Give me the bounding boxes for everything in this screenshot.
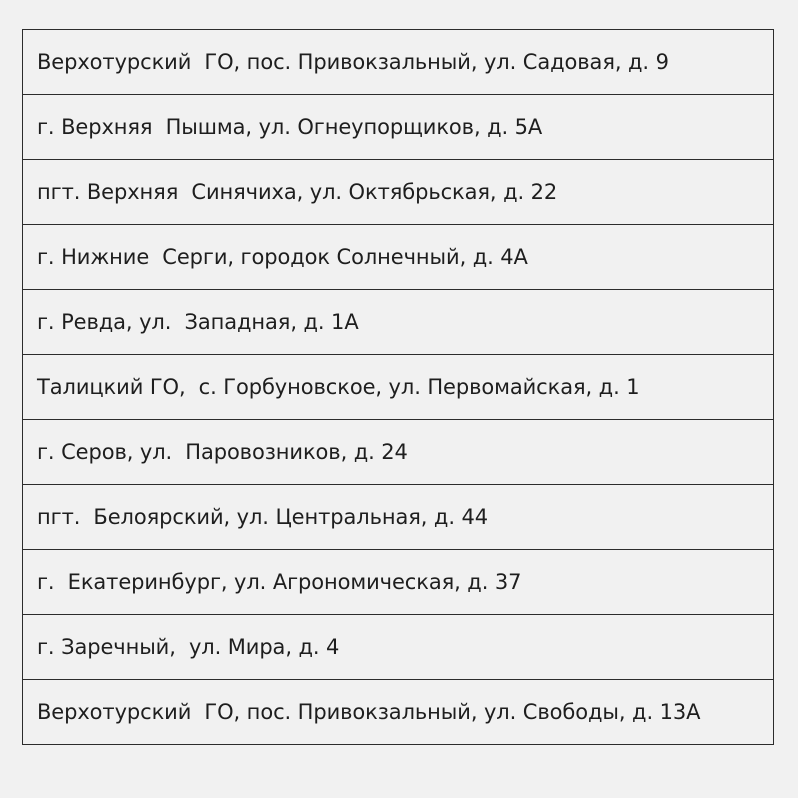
table-row (23, 160, 774, 225)
table-row (23, 550, 774, 615)
table-row (23, 95, 774, 160)
address-cell: г. Екатеринбург, ул. Агрономическая, д. 37 (23, 550, 774, 615)
table-row (23, 485, 774, 550)
table-row (23, 355, 774, 420)
address-cell: Верхотурский ГО, пос. Привокзальный, ул. Садовая, д. 9 (23, 30, 774, 95)
address-cell: Талицкий ГО, с. Горбуновское, ул. Первомайская, д. 1 (23, 355, 774, 420)
address-cell: Верхотурский ГО, пос. Привокзальный, ул. Свободы, д. 13А (23, 680, 774, 745)
address-cell: г. Ревда, ул. Западная, д. 1А (23, 290, 774, 355)
address-cell: г. Нижние Серги, городок Солнечный, д. 4А (23, 225, 774, 290)
table-row (23, 225, 774, 290)
table-row (23, 615, 774, 680)
address-cell: г. Серов, ул. Паровозников, д. 24 (23, 420, 774, 485)
address-cell: пгт. Белоярский, ул. Центральная, д. 44 (23, 485, 774, 550)
table-row (23, 420, 774, 485)
address-cell: пгт. Верхняя Синячиха, ул. Октябрьская, д. 22 (23, 160, 774, 225)
table-row (23, 680, 774, 745)
address-table-body (23, 30, 774, 745)
address-cell: г. Верхняя Пышма, ул. Огнеупорщиков, д. 5А (23, 95, 774, 160)
table-row (23, 30, 774, 95)
table-row (23, 290, 774, 355)
address-table (22, 29, 774, 745)
address-cell: г. Заречный, ул. Мира, д. 4 (23, 615, 774, 680)
